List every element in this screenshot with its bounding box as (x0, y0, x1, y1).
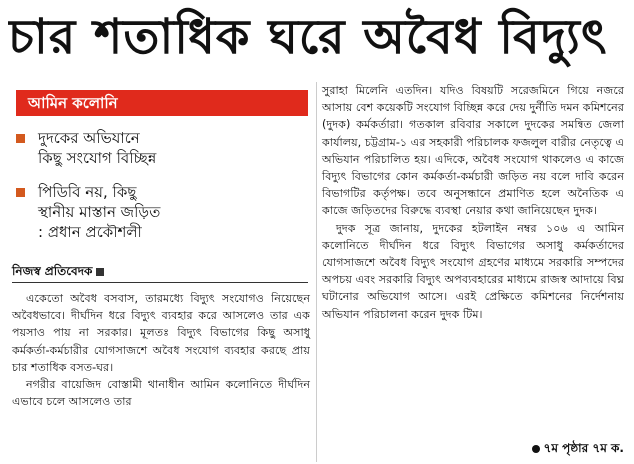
colony-label-bar (16, 90, 308, 116)
subhead-1 (16, 128, 316, 170)
right-body (322, 82, 624, 430)
subhead-text: পিডিবি নয়, কিছু স্থানীয় মাস্তান জড়িত : প্রধান প্রকৌশলী (38, 183, 161, 241)
continuation-text: ৭ম পৃষ্ঠার ৭ম ক. (543, 441, 624, 455)
left-column (8, 82, 314, 462)
square-bullet-icon (96, 268, 104, 276)
subhead-text: দুদকের অভিযানে কিছু সংযোগ বিচ্ছিন্ন (38, 129, 157, 167)
square-bullet-icon (16, 134, 25, 143)
column-divider (316, 82, 317, 462)
divider (12, 282, 308, 283)
headline: চার শতাধিক ঘরে অবৈধ বিদ্যুৎ (8, 9, 608, 65)
bullet-dot-icon (532, 445, 540, 453)
square-bullet-icon (16, 188, 25, 197)
paragraph: সুরাহা মিলেনি এতদিন। যদিও বিষয়টি সরেজমিনে গিয়ে নজরে আসায় বেশ কয়েকটি সংযোগ বিচ্ছিন্ন করে দেয় দুর্নীতি দমন কমিশনের (দুদক) কর্মকর্তারা। গতকাল রবিবার সকালে দুদকের সমন্বিত জেলা কার্যালয়, চট্টগ্রাম-১ এর সহকারী পরিচালক ফজলুল বারীর নেতৃত্বে এ অভিযান পরিচালিত হয়। এদিকে, অবৈধ সংযোগ থাকলেও এ কাজে বিদ্যুৎ বিভাগের কোন কর্মকর্তা-কর্মচারী জড়িত নয় বলে দাবি করেন বিভাগটির কর্তৃপক্ষ। তবে অনুসন্ধানে প্রমাণিত হলে অনৈতিক এ কাজে জড়িতদের বিরুদ্ধে ব্যবস্থা নেয়ার কথা জানিয়েছেন দুদক। (322, 84, 624, 218)
paragraph: একেতো অবৈধ বসবাস, তারমধ্যে বিদ্যুৎ সংযোগও নিয়েছেন অবৈধভাবে। দীর্ঘদিন ধরে বিদ্যুৎ ব্যবহার করে আসলেও তার এক পয়সাও পায় না সরকার। মূলতঃ বিদ্যুৎ বিভাগের কিছু অসাধু কর্মকর্তা-কর্মচারীর যোগসাজশে অবৈধ সংযোগ ব্যবহার করছে প্রায় চার শতাধিক বসত-ঘর। (12, 292, 310, 374)
paragraph: দুদক সূত্র জানায়, দুদকের হটলাইন নম্বর ১০৬ এ আমিন কলোনিতে দীর্ঘদিন ধরে বিদ্যুৎ বিভাগের অসাধু কর্মকর্তাদের যোগসাজশে অবৈধ বিদ্যুৎ সংযোগ গ্রহণের মাধ্যমে সরকারি সম্পদের অপচয় এবং সরকারি বিদ্যুৎ অপব্যবহারের মাধ্যমে রাজস্ব আদায়ে বিঘ্ন ঘটানোর অভিযোগ আসে। এরই প্রেক্ষিতে কমিশনের নির্দেশনায় অভিযান পরিচালনা করেন দুদক টিম। (322, 221, 624, 321)
colony-label: আমিন কলোনি (28, 94, 118, 112)
subhead-2 (16, 182, 316, 244)
continuation-note (532, 440, 624, 460)
byline-text: নিজস্ব প্রতিবেদক (12, 264, 93, 278)
paragraph: নগরীর বায়েজিদ বোস্তামী থানাধীন আমিন কলোনিতে দীর্ঘদিন এভাবে চলে আসলেও তার (12, 378, 310, 409)
byline (12, 262, 104, 280)
left-body (12, 290, 310, 460)
right-column (322, 82, 626, 462)
